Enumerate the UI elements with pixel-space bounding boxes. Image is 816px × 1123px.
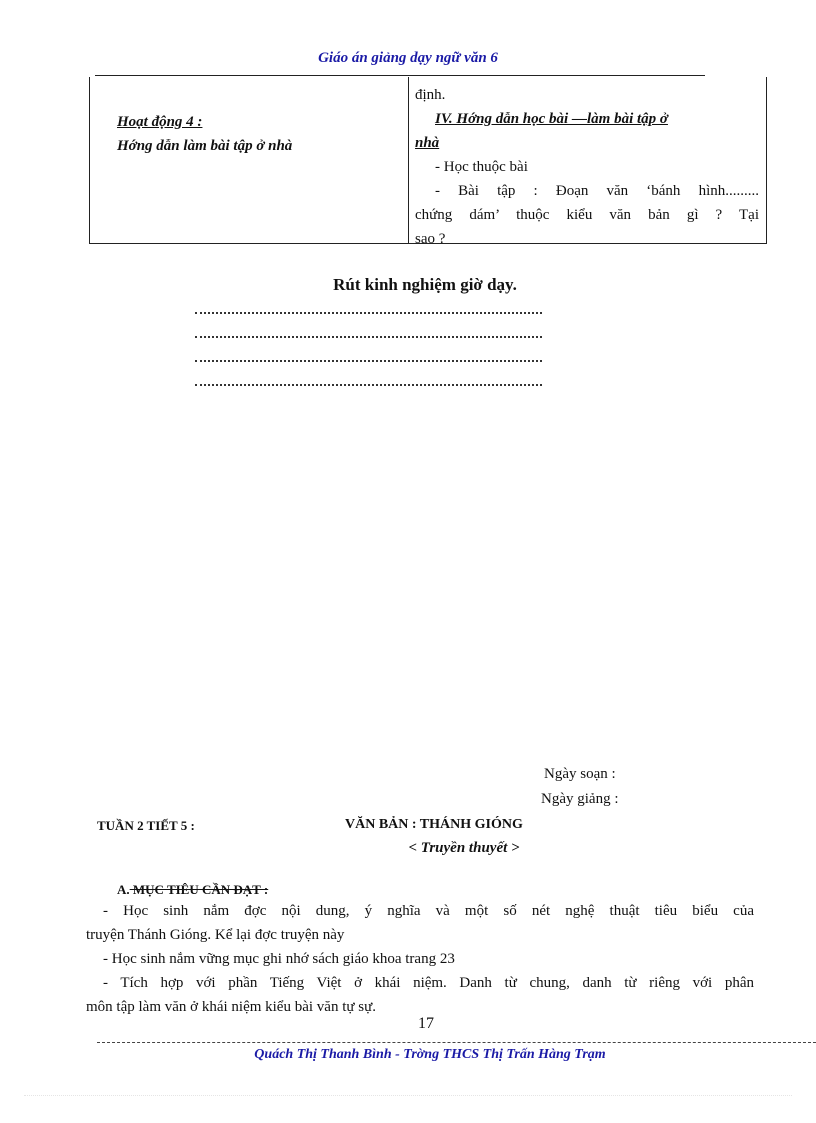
- section-a-title: MỤC TIÊU CẦN ĐẠT :: [129, 882, 269, 897]
- activity-cell: [117, 110, 292, 158]
- homework-item-2-end: sao ?: [415, 231, 446, 243]
- review-dotted-line: [195, 336, 542, 338]
- review-title: Rút kinh nghiệm giờ dạy.: [333, 275, 517, 294]
- content-cell: [415, 83, 759, 243]
- lesson-genre: < Truyền thuyết >: [408, 840, 520, 856]
- activity-label: Hoạt động 4 :: [117, 114, 203, 130]
- activity-description: Hớng dẫn làm bài tập ở nhà: [117, 138, 293, 154]
- homework-item-2: - Bài tập : Đoạn văn ‘bánh hình.........: [435, 183, 759, 199]
- objectives-text: [86, 899, 754, 1019]
- document-header: Giáo án giảng dạy ngữ văn 6: [318, 50, 498, 66]
- date-taught: Ngày giảng :: [541, 791, 619, 807]
- objective-3-line-2: môn tập làm văn ở khái niệm kiểu bài văn tự sự.: [86, 999, 376, 1015]
- date-prepared: Ngày soạn :: [544, 766, 616, 782]
- activity-table: [89, 77, 767, 244]
- section-iv-heading-cont: nhà: [415, 135, 440, 151]
- homework-item-1: - Học thuộc bài: [435, 159, 528, 175]
- objective-2: - Học sinh nắm vững mục ghi nhớ sách giáo khoa trang 23: [103, 951, 455, 967]
- page-edge: [24, 1095, 792, 1096]
- content-continuation: định.: [415, 87, 446, 103]
- review-dotted-line: [195, 312, 542, 314]
- section-a-marker: A.: [117, 882, 130, 897]
- week-period: TUẦN 2 TIẾT 5 :: [97, 818, 195, 833]
- objective-3-line-1: - Tích hợp với phần Tiếng Việt ở khái niệm. Danh từ chung, danh từ riêng với phân: [103, 975, 754, 991]
- objective-1-line-1: - Học sinh nắm đợc nội dung, ý nghĩa và một số nét nghệ thuật tiêu biểu của: [103, 903, 754, 919]
- review-dotted-line: [195, 384, 542, 386]
- header-rule: [95, 75, 705, 76]
- section-iv-heading: IV. Hớng dẫn học bài —làm bài tập ở: [435, 111, 668, 127]
- review-dotted-line: [195, 360, 542, 362]
- section-a-heading: [117, 882, 268, 898]
- document-footer: Quách Thị Thanh Bình - Trờng THCS Thị Trấn Hàng Trạm: [254, 1047, 606, 1062]
- lesson-title: VĂN BẢN : THÁNH GIÓNG: [345, 817, 523, 832]
- footer-rule: [97, 1042, 816, 1043]
- homework-item-2-cont: chứng dám’ thuộc kiểu văn bản gì ? Tại: [415, 207, 759, 223]
- table-column-divider: [408, 77, 409, 243]
- page-number: 17: [418, 1015, 434, 1032]
- objective-1-line-2: truyện Thánh Gióng. Kể lại đợc truyện này: [86, 927, 345, 943]
